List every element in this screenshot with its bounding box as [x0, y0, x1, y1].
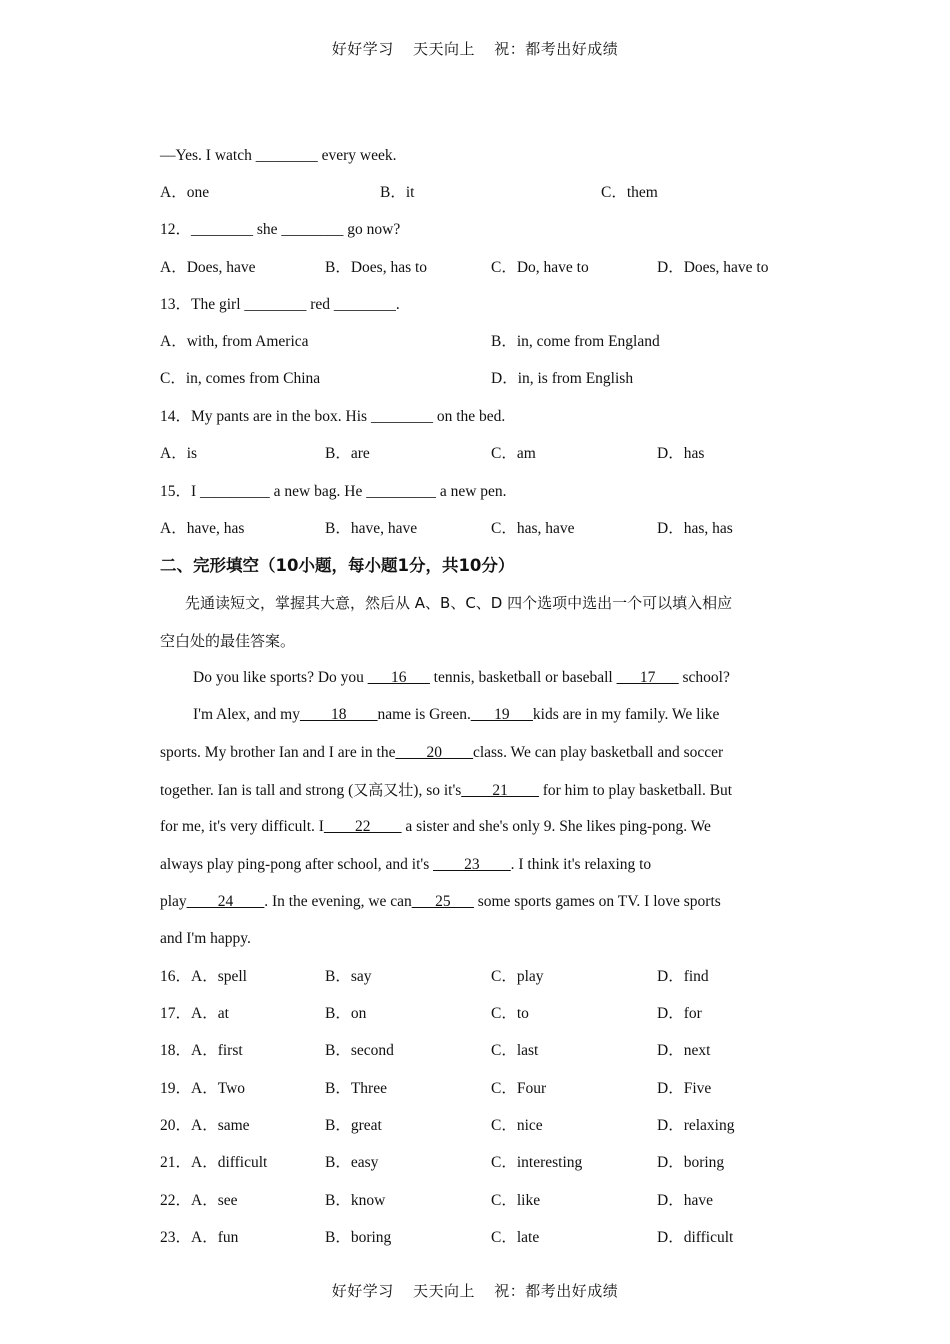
q13-option-a: A．with, from America: [160, 333, 309, 350]
cloze-21-option-b: B．easy: [325, 1154, 379, 1171]
cloze-21-option-a: 21．A．difficult: [160, 1154, 268, 1171]
blank-24: ____24____: [186, 893, 265, 910]
q15-option-a: A．have, has: [160, 520, 245, 537]
q11-answer-line: —Yes. I watch ________ every week.: [160, 147, 397, 164]
cloze-18-option-d: D．next: [657, 1042, 711, 1059]
cloze-23-option-c: C．late: [491, 1229, 540, 1246]
cloze-18-option-c: C．last: [491, 1042, 539, 1059]
blank-21: ____21____: [461, 782, 539, 799]
cloze-22-option-c: C．like: [491, 1192, 541, 1209]
passage-line-1: Do you like sports? Do you ___16___ tennis, basketball or baseball ___17___ school?: [193, 669, 730, 686]
cloze-19-option-b: B．Three: [325, 1080, 387, 1097]
q12-stem: 12．________ she ________ go now?: [160, 221, 401, 238]
header-motto-1: 好好学习: [331, 40, 394, 58]
blank-23: ____23____: [433, 856, 511, 873]
q15-option-b: B．have, have: [325, 520, 418, 537]
blank-22: ____22____: [323, 818, 402, 835]
q13-option-b: B．in, come from England: [491, 333, 660, 350]
cloze-16-option-c: C．play: [491, 968, 544, 985]
cloze-17-option-b: B．on: [325, 1005, 367, 1022]
q13-option-c: C．in, comes from China: [160, 370, 321, 387]
q13-stem: 13．The girl ________ red ________.: [160, 296, 400, 313]
passage-line-7: play____24____. In the evening, we can___25___ some sports games on TV. I love sports: [160, 893, 721, 910]
cloze-17-option-d: D．for: [657, 1005, 702, 1022]
q11-option-c: C．them: [601, 184, 658, 201]
passage-line-6: always play ping-pong after school, and it's ____23____. I think it's relaxing to: [160, 856, 652, 873]
page-header: [0, 38, 950, 59]
section-instruction-1: 先通读短文，掌握其大意，然后从 A、B、C、D 四个选项中选出一个可以填入相应: [185, 594, 733, 612]
cloze-23-option-d: D．difficult: [657, 1229, 734, 1246]
passage-line-5: for me, it's very difficult. I____22____ a sister and she's only 9. She likes ping-pong. We: [160, 818, 711, 835]
passage-line-3: sports. My brother Ian and I are in the____20____class. We can play basketball and soccer: [160, 744, 724, 761]
blank-19: ___19___: [470, 706, 533, 723]
cloze-18-option-b: B．second: [325, 1042, 394, 1059]
q14-option-a: A．is: [160, 445, 198, 462]
blank-18: ____18____: [299, 706, 378, 723]
cloze-17-option-a: 17．A．at: [160, 1005, 229, 1022]
q12-option-c: C．Do, have to: [491, 259, 589, 276]
passage-line-4: together. Ian is tall and strong (又高又壮), so it's____21____ for him to play basketball. But: [160, 781, 733, 799]
cloze-20-option-d: D．relaxing: [657, 1117, 735, 1134]
cloze-17-option-c: C．to: [491, 1005, 529, 1022]
section-title: 二、完形填空（10小题，每小题1分，共10分）: [160, 556, 515, 575]
cloze-16-option-d: D．find: [657, 968, 709, 985]
cloze-22-option-b: B．know: [325, 1192, 386, 1209]
q11-option-b: B．it: [380, 184, 415, 201]
cloze-18-option-a: 18．A．first: [160, 1042, 243, 1059]
q13-option-d: D．in, is from English: [491, 370, 634, 387]
footer-motto-2: 天天向上: [412, 1282, 475, 1300]
cloze-19-option-a: 19．A．Two: [160, 1080, 246, 1097]
blank-16: ___16___: [367, 669, 430, 686]
cloze-16-option-a: 16．A．spell: [160, 968, 247, 985]
q14-option-d: D．has: [657, 445, 705, 462]
q15-option-c: C．has, have: [491, 520, 575, 537]
page-footer: [0, 1280, 950, 1301]
q12-option-d: D．Does, have to: [657, 259, 769, 276]
cloze-22-option-a: 22．A．see: [160, 1192, 238, 1209]
cloze-22-option-d: D．have: [657, 1192, 713, 1209]
cloze-20-option-b: B．great: [325, 1117, 382, 1134]
blank-25: ___25___: [411, 893, 474, 910]
q15-stem: 15．I _________ a new bag. He _________ a new pen.: [160, 483, 507, 500]
q12-option-b: B．Does, has to: [325, 259, 428, 276]
blank-17: ___17___: [616, 669, 679, 686]
cloze-19-option-c: C．Four: [491, 1080, 547, 1097]
blank-20: ____20____: [395, 744, 473, 761]
q11-option-a: A．one: [160, 184, 210, 201]
cloze-23-option-a: 23．A．fun: [160, 1229, 239, 1246]
passage-line-2: I'm Alex, and my____18____name is Green.___19___kids are in my family. We like: [193, 706, 720, 723]
q14-stem: 14．My pants are in the box. His ________ on the bed.: [160, 408, 506, 425]
cloze-23-option-b: B．boring: [325, 1229, 392, 1246]
q12-option-a: A．Does, have: [160, 259, 256, 276]
cloze-20-option-a: 20．A．same: [160, 1117, 250, 1134]
footer-motto-1: 好好学习: [331, 1282, 394, 1300]
q15-option-d: D．has, has: [657, 520, 733, 537]
section-instruction-2: 空白处的最佳答案。: [160, 632, 296, 650]
q14-option-b: B．are: [325, 445, 370, 462]
cloze-16-option-b: B．say: [325, 968, 372, 985]
header-motto-2: 天天向上: [412, 40, 475, 58]
cloze-20-option-c: C．nice: [491, 1117, 543, 1134]
passage-line-8: and I'm happy.: [160, 930, 251, 947]
footer-motto-3: 祝：都考出好成绩: [494, 1282, 619, 1300]
header-motto-3: 祝：都考出好成绩: [494, 40, 619, 58]
q14-option-c: C．am: [491, 445, 536, 462]
cloze-19-option-d: D．Five: [657, 1080, 712, 1097]
cloze-21-option-c: C．interesting: [491, 1154, 583, 1171]
cloze-21-option-d: D．boring: [657, 1154, 725, 1171]
